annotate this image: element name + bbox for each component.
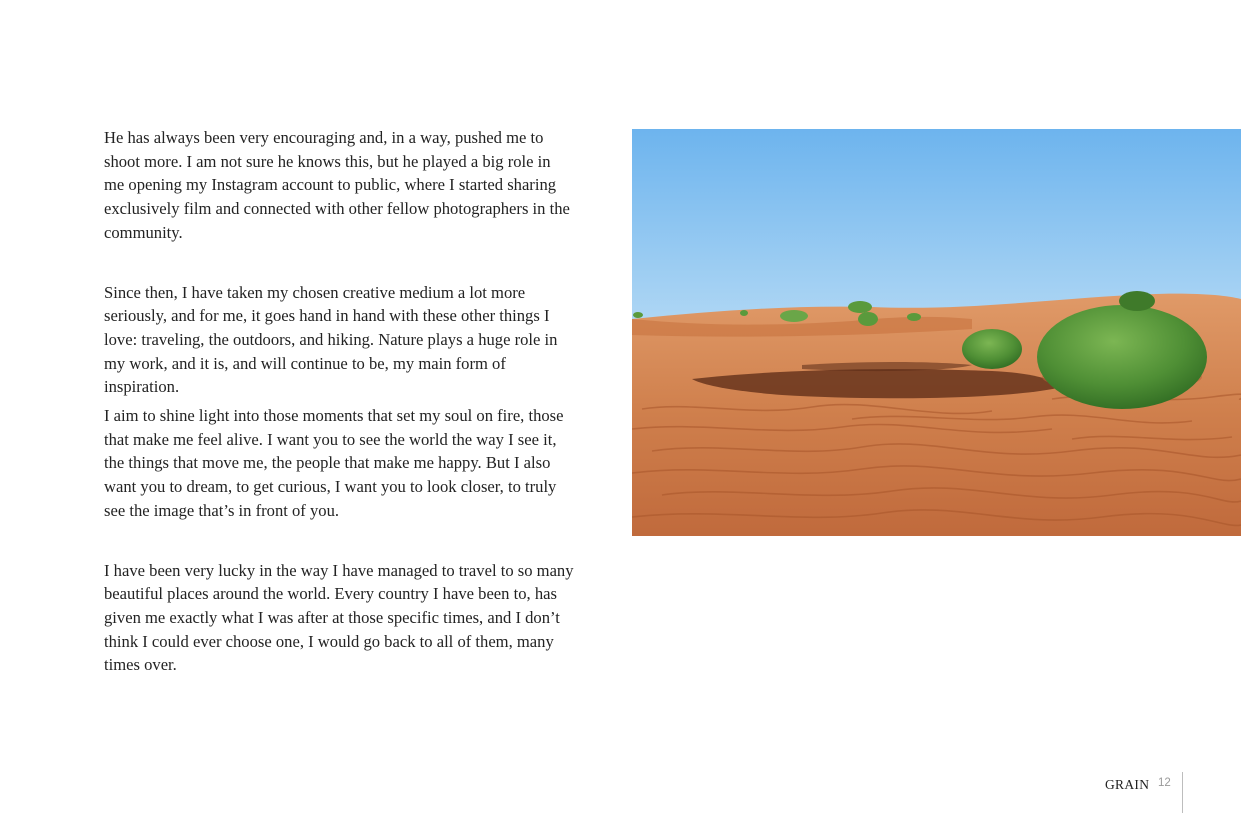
desert-illustration <box>632 129 1241 536</box>
footer-divider <box>1182 772 1183 813</box>
article-text <box>104 126 574 677</box>
paragraph-4: I have been very lucky in the way I have managed to travel to so many beautiful places around the world. Every country I have been to, has given me exactly what I was after at those specific times, and I don’t think I could ever choose one, I would go back to all of them, many times over. <box>104 560 574 675</box>
small-shrub <box>962 329 1022 369</box>
large-shrub <box>1037 305 1207 409</box>
paragraph-2: Since then, I have taken my chosen creative medium a lot more seriously, and for me, it goes hand in hand with these other things I love: traveling, the outdoors, and hiking. Nature plays a huge role in my work, and it is, and will continue to be, my main form of inspiration. <box>104 282 558 397</box>
magazine-name: GRAIN <box>1105 777 1150 792</box>
paragraph-3: I aim to shine light into those moments that set my soul on fire, those that make me feel alive. I want you to see the world the way I see it, the things that move me, the people that make me happy. But I also want you to dream, to get curious, I want you to look closer, to truly see the image that’s in front of you. <box>104 406 564 520</box>
page-number: 12 <box>1158 777 1171 789</box>
paragraph-1: He has always been very encouraging and, in a way, pushed me to shoot more. I am not sure he knows this, but he played a big role in me opening my Instagram account to public, where I started sharing exclusively film and connected with other fellow photographers in the community. <box>104 128 570 242</box>
desert-photo <box>632 129 1241 536</box>
